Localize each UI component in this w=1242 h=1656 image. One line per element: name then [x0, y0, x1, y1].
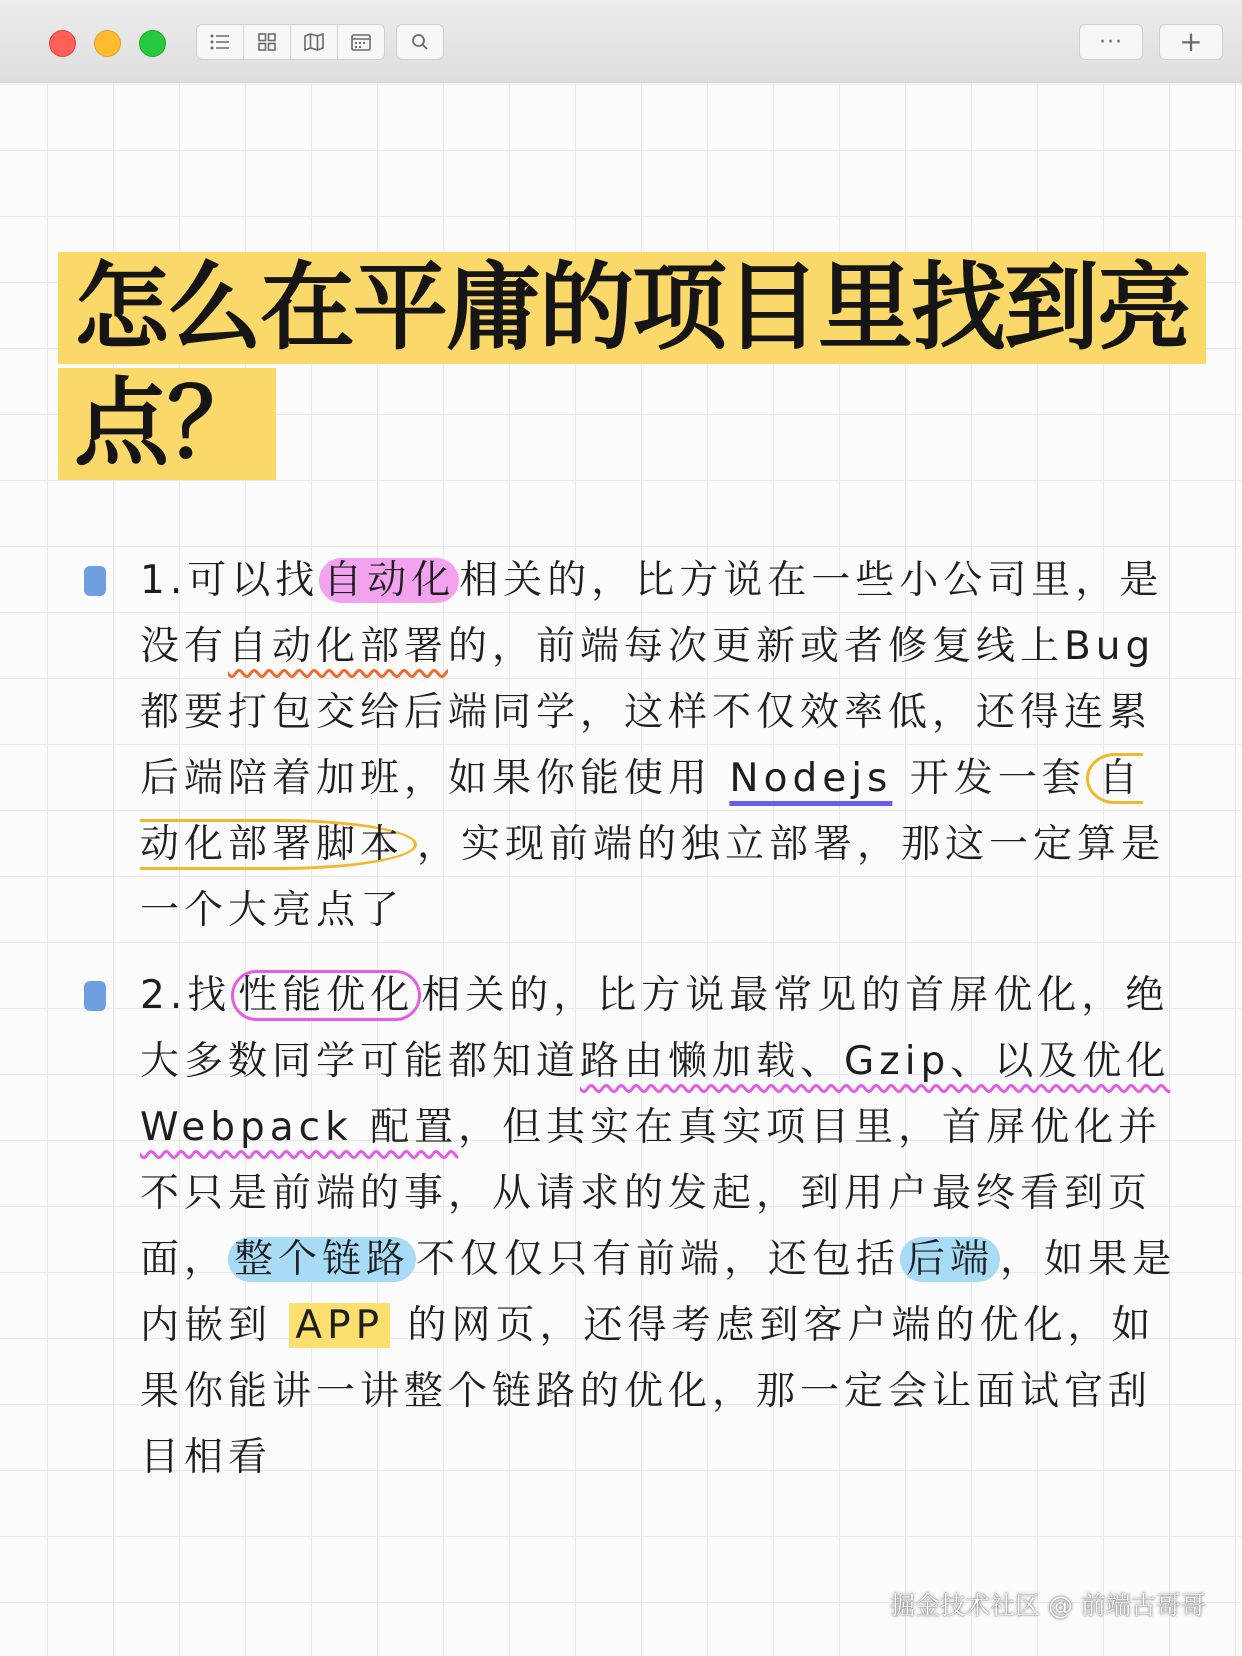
- minimize-window-button[interactable]: [94, 30, 121, 57]
- search-icon: [410, 32, 430, 52]
- window-toolbar: [0, 0, 1242, 83]
- search-button[interactable]: [396, 24, 444, 60]
- title-line-2: 点？: [58, 368, 276, 480]
- highlight-app: APP: [289, 1303, 390, 1348]
- underline-auto-deploy: 自动化部署: [228, 624, 449, 669]
- text-run: ，如果是内嵌到: [140, 1237, 1177, 1348]
- more-options-button[interactable]: [1079, 24, 1143, 60]
- wavy-underline-optimizations: 路由懒加载、Gzip、以及优化 Webpack 配置: [140, 1039, 1171, 1150]
- calendar-view-button[interactable]: [338, 25, 384, 59]
- underline-nodejs: Nodejs: [729, 756, 893, 801]
- circled-auto-deploy-script: 自动化部署脚本: [140, 753, 1143, 870]
- bullet-marker-1: [84, 566, 106, 596]
- paragraph-2: [140, 963, 1180, 1491]
- calendar-view-icon: [350, 32, 372, 52]
- text-run: 1.可以找: [140, 558, 320, 603]
- text-run: 相关的，比方说最常见的首屏优化，绝大多数同学可能都知道: [140, 973, 1170, 1084]
- plus-icon: +: [1179, 25, 1203, 58]
- text-run: 开发一套: [892, 756, 1086, 801]
- ellipsis-icon: ···: [1099, 29, 1123, 55]
- new-note-button[interactable]: [1159, 24, 1223, 60]
- highlight-backend: 后端: [900, 1237, 1000, 1282]
- view-mode-segmented-control: [196, 24, 385, 60]
- text-run: ，但其实在真实项目里，首屏优化并不只是前端的事，从请求的发起，到用户最终看到页面，: [140, 1105, 1163, 1282]
- map-view-icon: [303, 32, 325, 52]
- text-run: 2.找: [140, 973, 232, 1018]
- highlight-whole-chain: 整个链路: [228, 1237, 416, 1282]
- text-run: 相关的，比方说在一些小公司里，是没有: [140, 558, 1164, 669]
- close-window-button[interactable]: [49, 30, 76, 57]
- grid-view-icon: [257, 32, 277, 52]
- text-run: ，实现前端的独立部署，那这一定算是一个大亮点了: [140, 822, 1166, 933]
- bullet-marker-2: [84, 981, 106, 1011]
- note-title: [58, 252, 1191, 480]
- map-view-button[interactable]: [291, 25, 338, 59]
- text-run: 不仅仅只有前端，还包括: [416, 1237, 901, 1282]
- text-run: 的，前端每次更新或者修复线上Bug 都要打包交给后端同学，这样不仅效率低，还得连累后端陪着加班，如果你能使用: [140, 624, 1156, 801]
- text-run: 的网页，还得考虑到客户端的优化，如果你能讲一讲整个链路的优化，那一定会让面试官刮目相看: [140, 1303, 1156, 1480]
- watermark: 掘金技术社区 @ 前端古哥哥: [890, 1591, 1206, 1620]
- zoom-window-button[interactable]: [139, 30, 166, 57]
- highlight-automation: 自动化: [319, 558, 459, 603]
- circled-performance-optimization: 性能优化: [231, 970, 421, 1021]
- title-line-1: 怎么在平庸的项目里找到亮: [58, 252, 1206, 364]
- list-view-icon: [209, 33, 231, 51]
- paragraph-1: [140, 548, 1180, 944]
- list-view-button[interactable]: [197, 25, 244, 59]
- grid-view-button[interactable]: [244, 25, 291, 59]
